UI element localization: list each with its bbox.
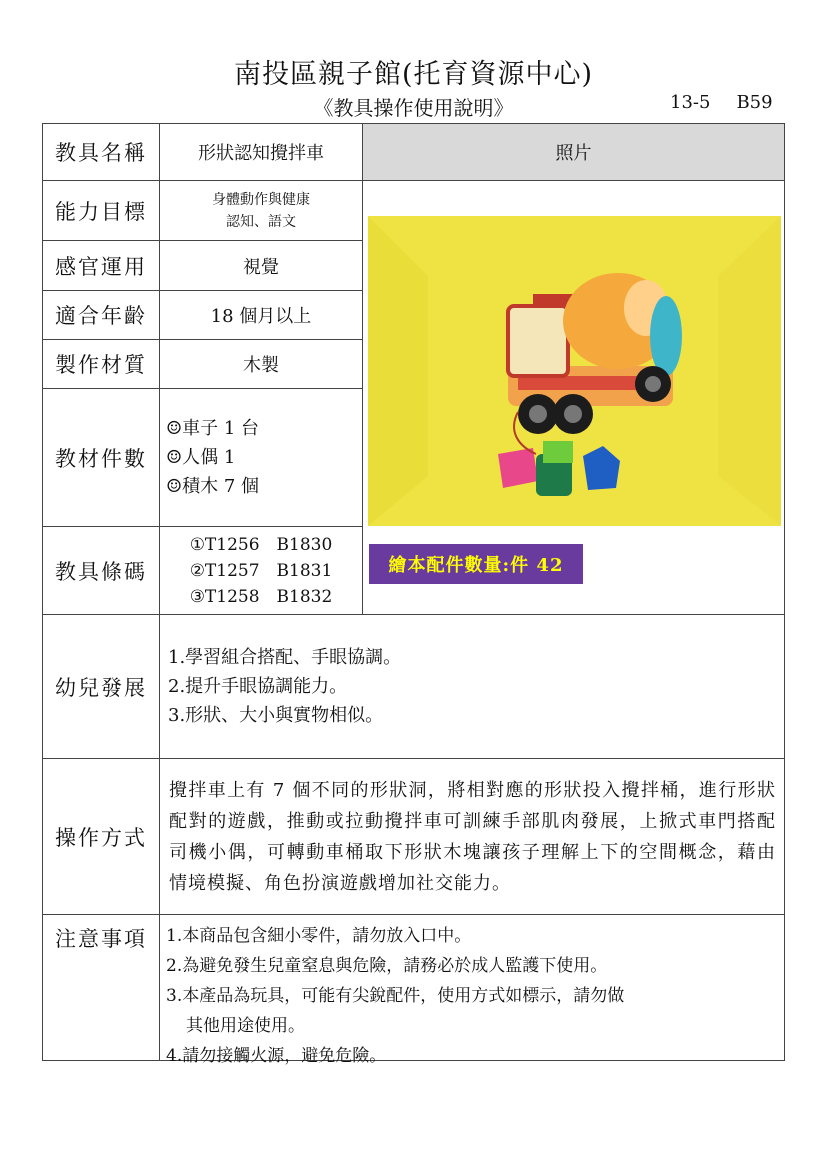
parts-list [159,388,363,527]
parts-item: ☺車子 1 台 [166,418,260,439]
notes-list [159,914,785,1066]
ability-value-2: 認知、語文 [226,213,296,230]
development-item: 3.形狀、大小與實物相似。 [168,705,384,726]
parts-item: ☺人偶 1 [166,447,236,468]
page-subtitle: 《教具操作使用說明》 [313,96,514,120]
doc-code-right: B59 [736,92,773,113]
ability-label: 能力目標 [42,180,160,241]
barcode-item: ②T1257 B1831 [189,560,333,581]
parts-item: ☺積木 7 個 [166,476,260,497]
name-label: 教具名稱 [42,123,160,181]
notes-item: 3.本產品為玩具，可能有尖銳配件，使用方式如標示，請勿做 [166,986,625,1006]
notes-label: 注意事項 [42,914,160,1061]
operation-label: 操作方式 [42,758,160,915]
age-value: 18 個月以上 [159,290,363,340]
doc-code [670,92,799,113]
ability-value-1: 身體動作與健康 [212,191,310,208]
development-item: 1.學習組合搭配、手眼協調。 [168,647,402,668]
barcode-item: ①T1256 B1830 [189,534,333,555]
material-label: 製作材質 [42,339,160,389]
development-list [159,614,785,759]
notes-item: 1.本商品包含細小零件，請勿放入口中。 [166,926,472,946]
toy-photo [368,216,781,526]
photo-header: 照片 [362,123,785,181]
sense-label: 感官運用 [42,240,160,291]
operation-text: 攪拌車上有 7 個不同的形狀洞，將相對應的形狀投入攪拌桶，進行形狀配對的遊戲，推動或拉動攪拌車可訓練手部肌肉發展，上掀式車門搭配司機小偶，可轉動車桶取下形狀木塊讓孩子理解上下的空間概念，藉由情境模擬、角色扮演遊戲增加社交能力。 [159,758,785,915]
doc-code-left: 13-5 [670,92,711,113]
toy-truck-image [368,216,781,526]
picture-book-count-badge: 繪本配件數量:件 42 [369,544,583,584]
barcode-list [159,526,363,615]
notes-item: 2.為避免發生兒童窒息與危險，請務必於成人監護下使用。 [166,956,608,976]
barcode-item: ③T1258 B1832 [189,586,333,607]
notes-item-continued: 其他用途使用。 [186,1016,305,1036]
barcode-label: 教具條碼 [42,526,160,615]
development-label: 幼兒發展 [42,614,160,759]
ability-value [159,180,363,241]
name-value: 形狀認知攪拌車 [159,123,363,181]
material-value: 木製 [159,339,363,389]
parts-label: 教材件數 [42,388,160,527]
notes-item: 4.請勿接觸火源，避免危險。 [166,1046,387,1066]
sense-value: 視覺 [159,240,363,291]
development-item: 2.提升手眼協調能力。 [168,676,348,697]
age-label: 適合年齡 [42,290,160,340]
page-title: 南投區親子館(托育資源中心) [233,59,594,90]
